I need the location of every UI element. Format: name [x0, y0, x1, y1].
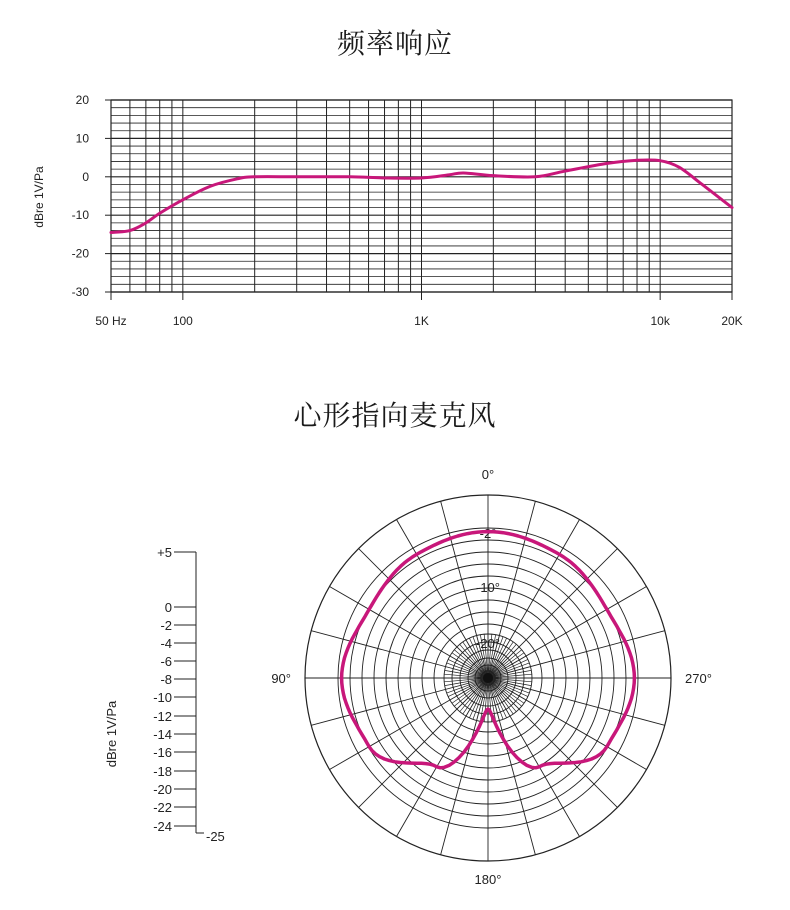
polar-spoke [488, 587, 646, 679]
scale-label: -12 [153, 709, 172, 724]
x-tick-label: 50 Hz [95, 314, 127, 328]
scale-label: -24 [153, 819, 172, 834]
polar-ring-label: -2° [479, 526, 497, 541]
x-tick-label: 1K [414, 314, 429, 328]
y-tick-label: 20 [75, 93, 89, 107]
polar-ring-label: -10° [476, 580, 500, 595]
y-tick-label: 0 [82, 169, 89, 184]
scale-label: -2 [160, 618, 172, 633]
y-tick-label: -10 [71, 208, 89, 223]
scale-label: 0 [164, 600, 172, 615]
x-tick-label: 10k [650, 314, 670, 328]
polar-pattern-title: 心形指向麦克风 [293, 399, 497, 432]
polar-angle-label: 0° [481, 467, 495, 482]
y-tick-label: 10 [75, 131, 89, 146]
scale-label: -4 [160, 636, 172, 651]
y-tick-label: -30 [71, 285, 89, 299]
polar-grid [305, 495, 671, 861]
polar-scale-axis-label: dBre 1V/Pa [104, 700, 119, 768]
scale-label: -20 [153, 782, 172, 797]
y-tick-label: -20 [71, 246, 89, 261]
polar-level-scale [153, 545, 225, 844]
polar-spoke [488, 678, 580, 836]
x-tick-label: 20K [721, 314, 743, 328]
scale-label: -16 [153, 745, 172, 760]
scale-label: -8 [160, 672, 172, 687]
polar-ring-label: -20° [476, 636, 500, 651]
polar-spoke [359, 549, 488, 678]
x-tick-label: 100 [172, 314, 193, 328]
frequency-response-title: 频率响应 [336, 27, 453, 60]
polar-angle-label: 180° [474, 872, 502, 887]
scale-label: -6 [160, 654, 172, 669]
polar-spoke [488, 549, 617, 678]
polar-angle-label: 90° [271, 671, 291, 686]
scale-label: -10 [153, 690, 172, 705]
scale-label: -22 [153, 800, 172, 815]
polar-center [483, 673, 493, 683]
scale-label: -18 [153, 764, 172, 779]
polar-spoke [397, 678, 489, 836]
polar-angle-label: 270° [685, 671, 712, 686]
frequency-y-axis-label: dBre 1V/Pa [32, 166, 46, 228]
scale-label: -25 [206, 829, 225, 844]
scale-label: +5 [157, 545, 172, 560]
polar-spoke [488, 678, 646, 770]
polar-spoke [330, 587, 488, 679]
polar-spoke [330, 678, 488, 770]
scale-label: -14 [153, 727, 172, 742]
